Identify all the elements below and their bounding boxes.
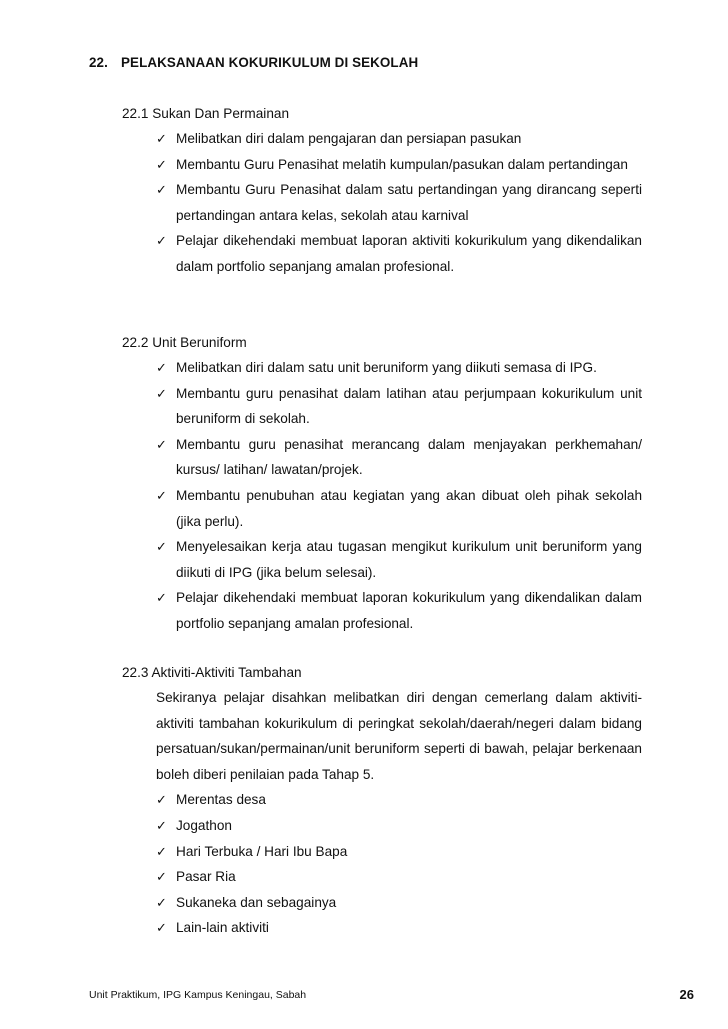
checkmark-icon: ✓ [156,233,167,249]
heading-title: PELAKSANAAN KOKURIKULUM DI SEKOLAH [121,55,419,70]
list-item: ✓ Pasar Ria [156,864,642,890]
checkmark-icon: ✓ [156,156,167,172]
checkmark-icon: ✓ [156,385,167,401]
checkmark-icon: ✓ [156,817,167,833]
checkmark-icon: ✓ [156,436,167,452]
checklist [122,355,642,637]
list-item: ✓ Sukaneka dan sebagainya [156,890,642,916]
list-item: ✓ Membantu guru penasihat dalam latihan atau perjumpaan kokurikulum unit beruniform di sekolah. [156,381,642,432]
list-item: ✓ Lain-lain aktiviti [156,915,642,941]
checkmark-icon: ✓ [156,843,167,859]
list-item: ✓ Membantu guru penasihat merancang dalam menjayakan perkhemahan/ kursus/ latihan/ lawatan/projek. [156,432,642,483]
footer-text: Unit Praktikum, IPG Kampus Keningau, Sabah [89,989,307,1001]
list-item: ✓ Pelajar dikehendaki membuat laporan aktiviti kokurikulum yang dikendalikan dalam portfolio sepanjang amalan profesional. [156,228,642,279]
checkmark-icon: ✓ [156,360,167,375]
list-item: ✓ Membantu penubuhan atau kegiatan yang akan dibuat oleh pihak sekolah (jika perlu). [156,483,642,534]
list-item: ✓ Menyelesaikan kerja atau tugasan mengikut kurikulum unit beruniform yang diikuti di IPG (jika belum selesai). [156,534,642,585]
list-item: ✓ Pelajar dikehendaki membuat laporan kokurikulum yang dikendalikan dalam portfolio sepanjang amalan profesional. [156,585,642,636]
checkmark-icon: ✓ [156,539,167,555]
section-paragraph [122,685,642,787]
checkmark-icon: ✓ [156,894,167,910]
section-title: 22.2 Unit Beruniform [122,335,247,350]
checkmark-icon: ✓ [156,920,167,936]
page-number: 26 [679,987,694,1002]
paragraph-text: Sekiranya pelajar disahkan melibatkan diri dengan cemerlang dalam aktiviti-aktiviti tambahan kokurikulum di peringkat sekolah/daerah/negeri dalam bidang persatuan/sukan/permainan/unit beruniform seperti di bawah, pelajar berkenaan boleh diberi penilaian pada Tahap 5. [156,690,642,782]
heading-number: 22. [89,55,108,70]
section-beruniform [122,330,642,637]
section-title: 22.3 Aktiviti-Aktiviti Tambahan [122,665,302,680]
checkmark-icon: ✓ [156,590,167,606]
section-sukan [122,101,642,280]
list-item: ✓ Melibatkan diri dalam satu unit beruniform yang diikuti semasa di IPG. [156,355,642,381]
checkmark-icon: ✓ [156,131,167,146]
section-aktiviti-tambahan [122,660,642,941]
list-item: ✓ Melibatkan diri dalam pengajaran dan persiapan pasukan [156,126,642,152]
checkmark-icon: ✓ [156,182,167,198]
checkmark-icon: ✓ [156,487,167,503]
list-item: ✓ Membantu Guru Penasihat dalam satu pertandingan yang dirancang seperti pertandingan antara kelas, sekolah atau karnival [156,177,642,228]
list-item: ✓ Hari Terbuka / Hari Ibu Bapa [156,839,642,865]
checklist [122,126,642,280]
list-item: ✓ Membantu Guru Penasihat melatih kumpulan/pasukan dalam pertandingan [156,152,642,178]
checkmark-icon: ✓ [156,869,167,885]
checklist [122,787,642,941]
list-item: ✓ Merentas desa [156,787,642,813]
checkmark-icon: ✓ [156,792,167,808]
section-title: 22.1 Sukan Dan Permainan [122,106,290,121]
list-item: ✓ Jogathon [156,813,642,839]
page-heading [89,55,418,70]
